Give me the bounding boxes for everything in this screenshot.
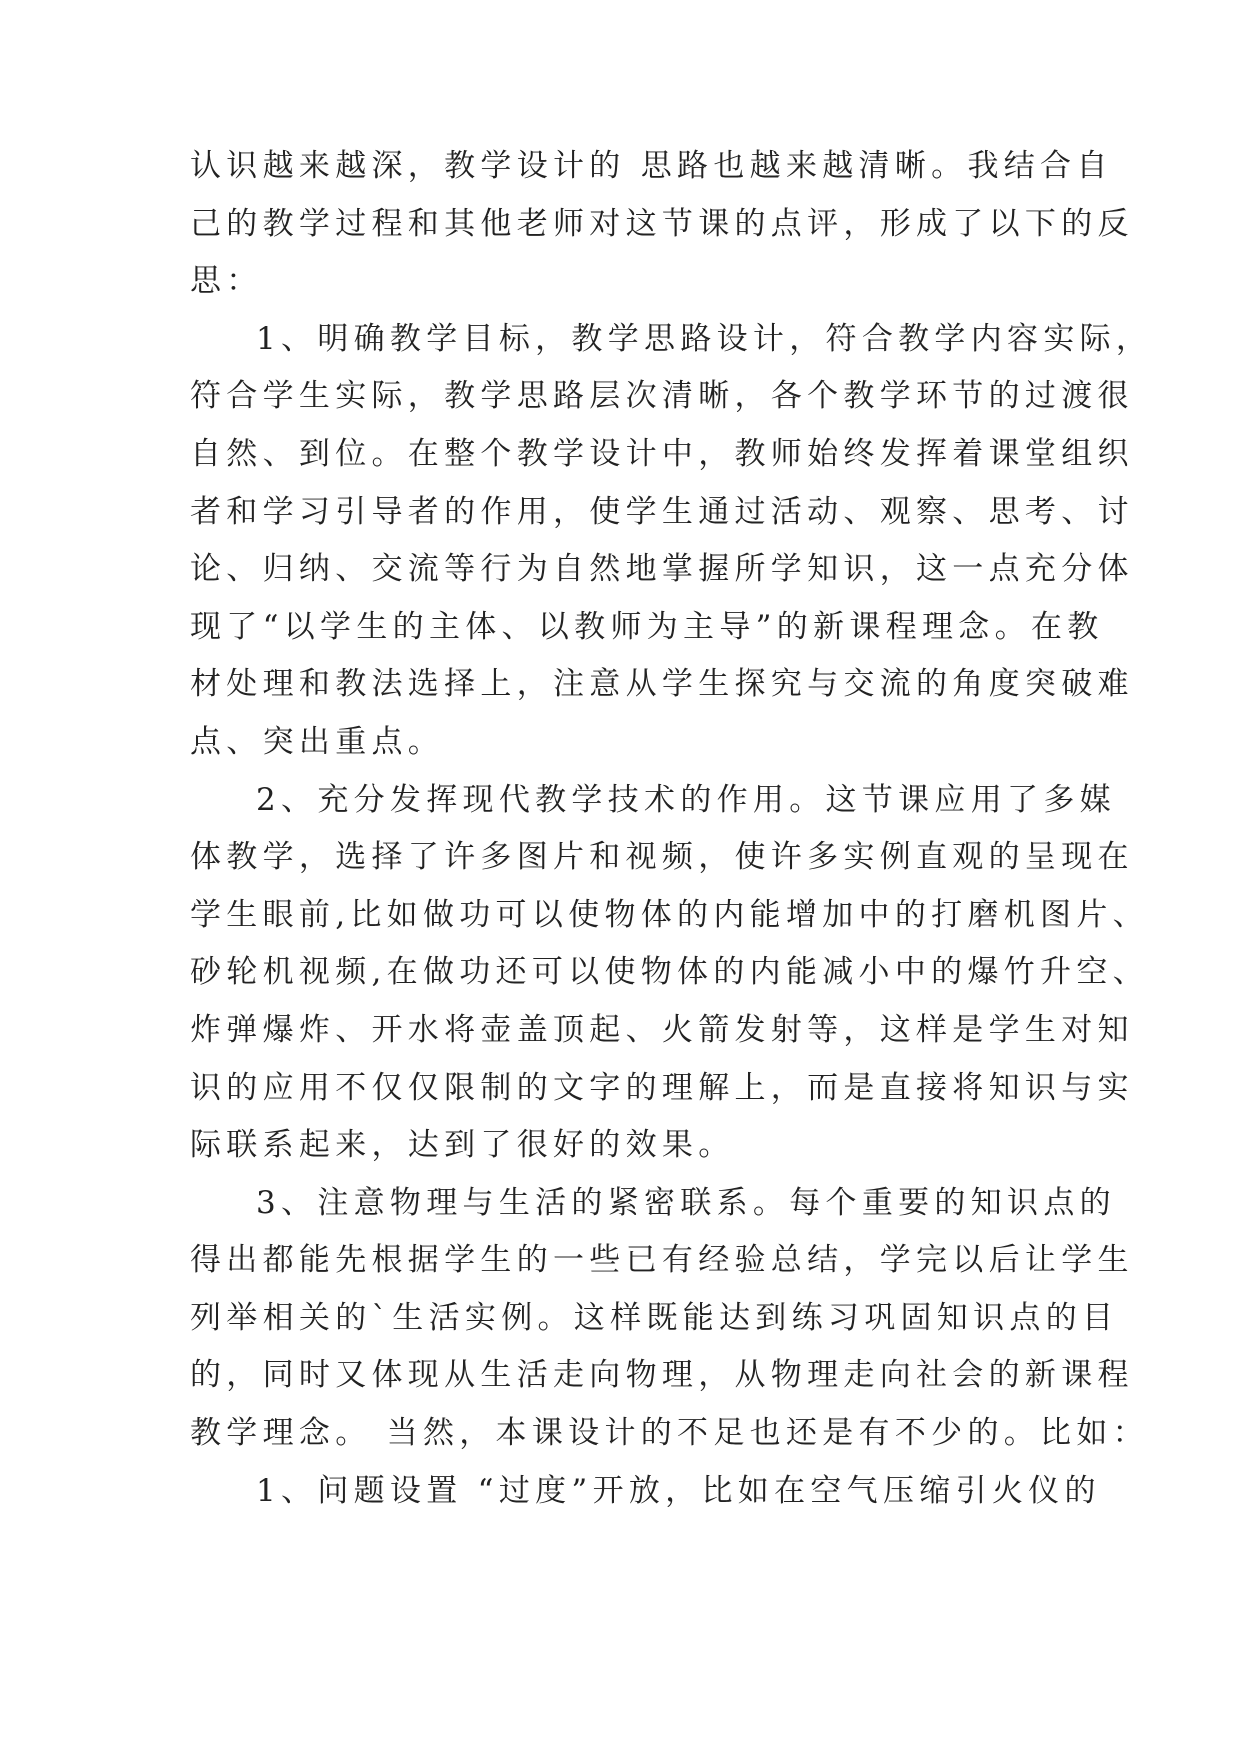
text-line: 点、突出重点。 bbox=[190, 723, 445, 760]
text-line: 1、问题设置 “过度”开放，比如在空气压缩引火仪的 bbox=[256, 1472, 1101, 1509]
document-body bbox=[190, 138, 1153, 1520]
text-line: 得出都能先根据学生的一些已有经验总结，学完以后让学生 bbox=[190, 1242, 1134, 1279]
text-line: 列举相关的`生活实例。这样既能达到练习巩固知识点的目 bbox=[190, 1299, 1119, 1336]
text-line: 的，同时又体现从生活走向物理，从物理走向社会的新课程 bbox=[190, 1357, 1134, 1394]
text-line: 材处理和教法选择上，注意从学生探究与交流的角度突破难 bbox=[190, 666, 1134, 703]
text-line: 体教学，选择了许多图片和视频，使许多实例直观的呈现在 bbox=[190, 839, 1134, 876]
text-line: 2、充分发挥现代教学技术的作用。这节课应用了多媒 bbox=[256, 781, 1116, 818]
text-line: 教学理念。 当然，本课设计的不足也还是有不少的。比如： bbox=[190, 1415, 1149, 1452]
text-line: 思： bbox=[190, 263, 263, 300]
text-line: 砂轮机视频,在做功还可以使物体的内能减小中的爆竹升空、 bbox=[190, 954, 1149, 991]
text-line: 现了“以学生的主体、以教师为主导”的新课程理念。在教 bbox=[190, 608, 1104, 645]
text-line: 者和学习引导者的作用，使学生通过活动、观察、思考、讨 bbox=[190, 493, 1134, 530]
text-line: 炸弹爆炸、开水将壶盖顶起、火箭发射等，这样是学生对知 bbox=[190, 1011, 1134, 1048]
text-line: 识的应用不仅仅限制的文字的理解上，而是直接将知识与实 bbox=[190, 1069, 1134, 1106]
text-line: 际联系起来，达到了很好的效果。 bbox=[190, 1127, 735, 1164]
text-line: 符合学生实际，教学思路层次清晰，各个教学环节的过渡很 bbox=[190, 378, 1134, 415]
text-line: 1、明确教学目标，教学思路设计，符合教学内容实际， bbox=[256, 320, 1153, 357]
text-line: 己的教学过程和其他老师对这节课的点评，形成了以下的反 bbox=[190, 205, 1134, 242]
text-line: 自然、到位。在整个教学设计中，教师始终发挥着课堂组织 bbox=[190, 435, 1134, 472]
text-line: 3、注意物理与生活的紧密联系。每个重要的知识点的 bbox=[256, 1184, 1116, 1221]
text-line: 认识越来越深，教学设计的 思路也越来越清晰。我结合自 bbox=[190, 148, 1113, 184]
text-line: 论、归纳、交流等行为自然地掌握所学知识，这一点充分体 bbox=[190, 551, 1134, 588]
text-line: 学生眼前,比如做功可以使物体的内能增加中的打磨机图片、 bbox=[190, 896, 1149, 933]
